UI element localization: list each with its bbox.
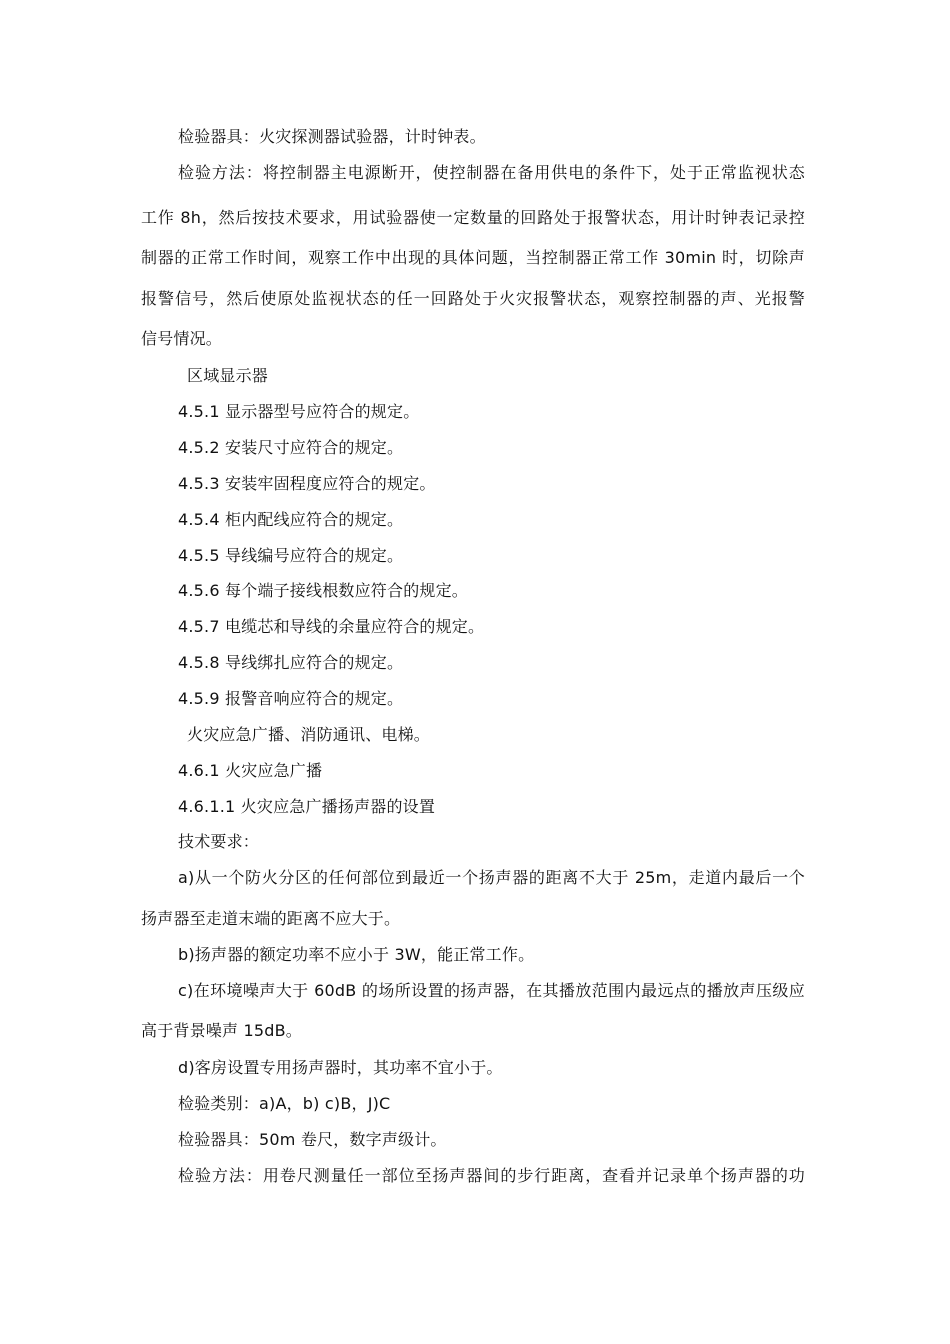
requirement-c-line-2: 高于背景噪声 15dB。 (141, 1021, 302, 1040)
text-line-method-3: 制器的正常工作时间，观察工作中出现的具体问题，当控制器正常工作 30min 时，切除声 (141, 248, 805, 267)
clause-4-6-1: 4.6.1 火灾应急广播 (178, 761, 323, 780)
requirement-a-line-2: 扬声器至走道末端的距离不应大于。 (141, 909, 401, 928)
clause-4-5-3: 4.5.3 安装牢固程度应符合的规定。 (178, 474, 436, 493)
clause-4-5-2: 4.5.2 安装尺寸应符合的规定。 (178, 438, 404, 457)
inspection-method-2: 检验方法：用卷尺测量任一部位至扬声器间的步行距离，查看并记录单个扬声器的功 (178, 1166, 805, 1185)
clause-4-5-1: 4.5.1 显示器型号应符合的规定。 (178, 402, 420, 421)
section-heading-region-display: 区域显示器 (187, 366, 269, 385)
section-heading-broadcast: 火灾应急广播、消防通讯、电梯。 (187, 725, 431, 744)
clause-4-6-1-1: 4.6.1.1 火灾应急广播扬声器的设置 (178, 797, 436, 816)
clause-4-5-5: 4.5.5 导线编号应符合的规定。 (178, 546, 404, 565)
clause-4-5-7: 4.5.7 电缆芯和导线的余量应符合的规定。 (178, 617, 485, 636)
text-line-method-4: 报警信号，然后使原处监视状态的任一回路处于火灾报警状态，观察控制器的声、光报警 (141, 289, 805, 308)
clause-4-5-8: 4.5.8 导线绑扎应符合的规定。 (178, 653, 404, 672)
inspection-tools-2: 检验器具：50m 卷尺，数字声级计。 (178, 1130, 447, 1149)
inspection-category: 检验类别：a)A，b) c)B，J)C (178, 1094, 391, 1113)
text-line-method-5: 信号情况。 (141, 329, 223, 348)
requirement-c-line-1: c)在环境噪声大于 60dB 的场所设置的扬声器，在其播放范围内最远点的播放声压级应 (178, 981, 805, 1000)
clause-4-5-4: 4.5.4 柜内配线应符合的规定。 (178, 510, 404, 529)
requirement-b: b)扬声器的额定功率不应小于 3W，能正常工作。 (178, 945, 535, 964)
tech-requirements-label: 技术要求： (178, 832, 260, 851)
text-line-method-1: 检验方法：将控制器主电源断开，使控制器在备用供电的条件下，处于正常监视状态 (178, 163, 805, 182)
text-line-method-2: 工作 8h，然后按技术要求，用试验器使一定数量的回路处于报警状态，用计时钟表记录控 (141, 208, 805, 227)
requirement-a-line-1: a)从一个防火分区的任何部位到最近一个扬声器的距离不大于 25m，走道内最后一个 (178, 868, 805, 887)
requirement-d: d)客房设置专用扬声器时，其功率不宜小于。 (178, 1058, 503, 1077)
clause-4-5-9: 4.5.9 报警音响应符合的规定。 (178, 689, 404, 708)
text-line-tools-1: 检验器具：火灾探测器试验器，计时钟表。 (178, 127, 486, 146)
clause-4-5-6: 4.5.6 每个端子接线根数应符合的规定。 (178, 581, 468, 600)
